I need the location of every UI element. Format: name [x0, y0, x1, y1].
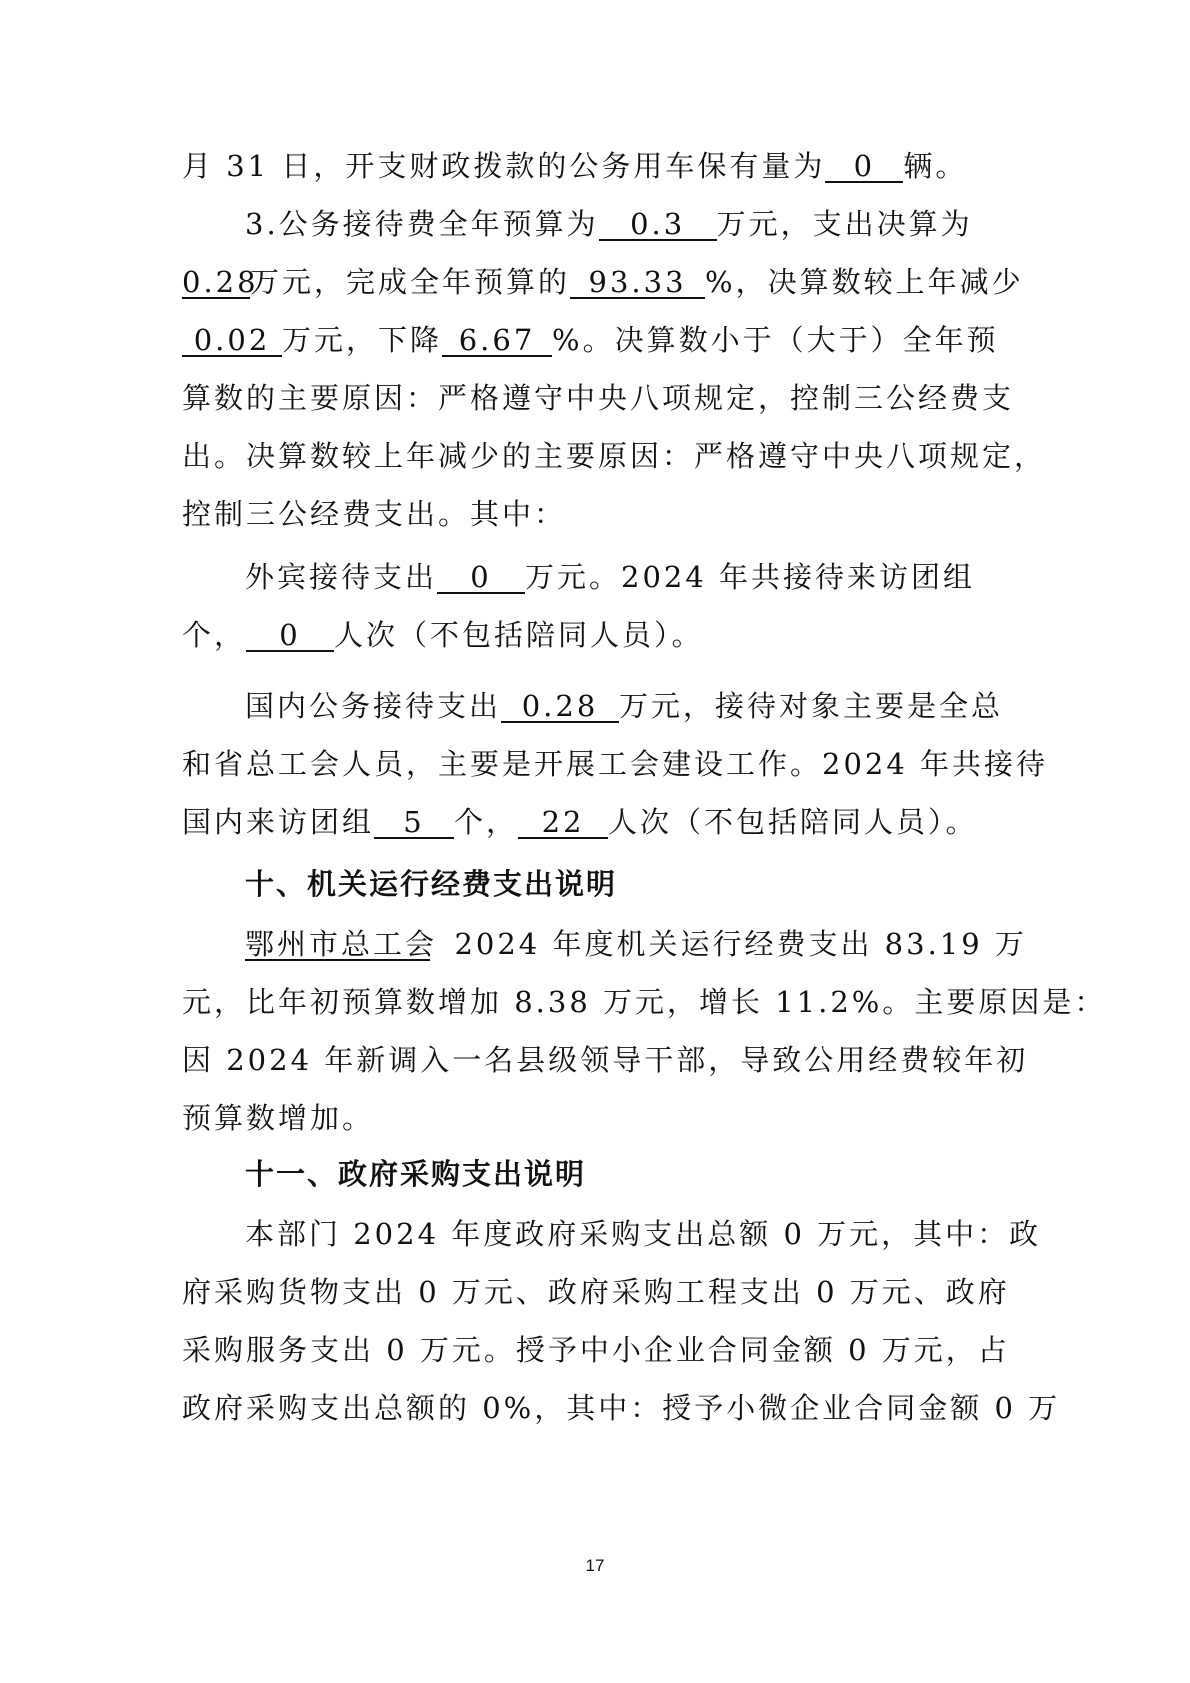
underlined-value: 0.28: [182, 265, 259, 299]
paragraph-line: 出。决算数较上年减少的主要原因：严格遵守中央八项规定，: [182, 439, 1047, 473]
paragraph-line: 3.公务接待费全年预算为 0.3 万元，支出决算为: [245, 207, 973, 241]
paragraph-line: 0.02 万元，下降 6.67 %。决算数小于（大于）全年预: [182, 316, 1012, 364]
paragraph-line: 本部门 2024 年度政府采购支出总额 0 万元，其中：政: [245, 1217, 1042, 1251]
underlined-value: 0.3: [599, 209, 717, 241]
paragraph-line: 和省总工会人员，主要是开展工会建设工作。2024 年共接待: [182, 747, 1049, 781]
underlined-value: 鄂州市总工会: [245, 927, 438, 961]
paragraph-line: 鄂州市总工会 2024 年度机关运行经费支出 83.19 万: [245, 927, 1027, 961]
paragraph-line: 因 2024 年新调入一名县级领导干部，导致公用经费较年初: [182, 1043, 1029, 1077]
section-heading: 十、机关运行经费支出说明: [245, 867, 618, 901]
paragraph-line: 国内来访团组 5 个， 22 人次（不包括陪同人员）。: [182, 805, 978, 839]
underlined-value: 0.28: [501, 691, 619, 723]
page-number: 17: [585, 1556, 605, 1575]
paragraph-line: 政府采购支出总额的 0%，其中：授予小微企业合同金额 0 万: [182, 1391, 1061, 1425]
section-heading: 十一、政府采购支出说明: [245, 1157, 587, 1191]
underlined-value: 22: [518, 807, 608, 839]
paragraph-line: 算数的主要原因：严格遵守中央八项规定，控制三公经费支: [182, 381, 1015, 415]
paragraph-line: 个， 0 人次（不包括陪同人员）。: [182, 618, 704, 652]
underlined-value: 0: [437, 562, 525, 594]
underlined-value: 6.67: [442, 325, 552, 357]
paragraph-line: 月 31 日，开支财政拨款的公务用车保有量为 0 辆。: [182, 149, 968, 183]
underlined-value: 0: [825, 151, 903, 183]
paragraph-line: 外宾接待支出 0 万元。2024 年共接待来访团组: [245, 560, 976, 594]
paragraph-line: 元，比年初预算数增加 8.38 万元，增长 11.2%。主要原因是：: [182, 985, 1107, 1019]
underlined-value: 93.33: [570, 267, 705, 299]
paragraph-line: 采购服务支出 0 万元。授予中小企业合同金额 0 万元，占: [182, 1333, 1010, 1367]
underlined-value: 0: [246, 620, 334, 652]
underlined-value: 0.02: [182, 325, 282, 357]
paragraph-line: 国内公务接待支出 0.28 万元，接待对象主要是全总: [245, 689, 1004, 723]
paragraph-line: 预算数增加。: [182, 1101, 375, 1135]
paragraph-line: 府采购货物支出 0 万元、政府采购工程支出 0 万元、政府: [182, 1275, 1010, 1309]
paragraph-line: 控制三公经费支出。其中：: [182, 497, 567, 531]
underlined-value: 5: [374, 807, 454, 839]
paragraph-line: 0.28万元，完成全年预算的 93.33 %，决算数较上年减少: [182, 265, 1024, 299]
